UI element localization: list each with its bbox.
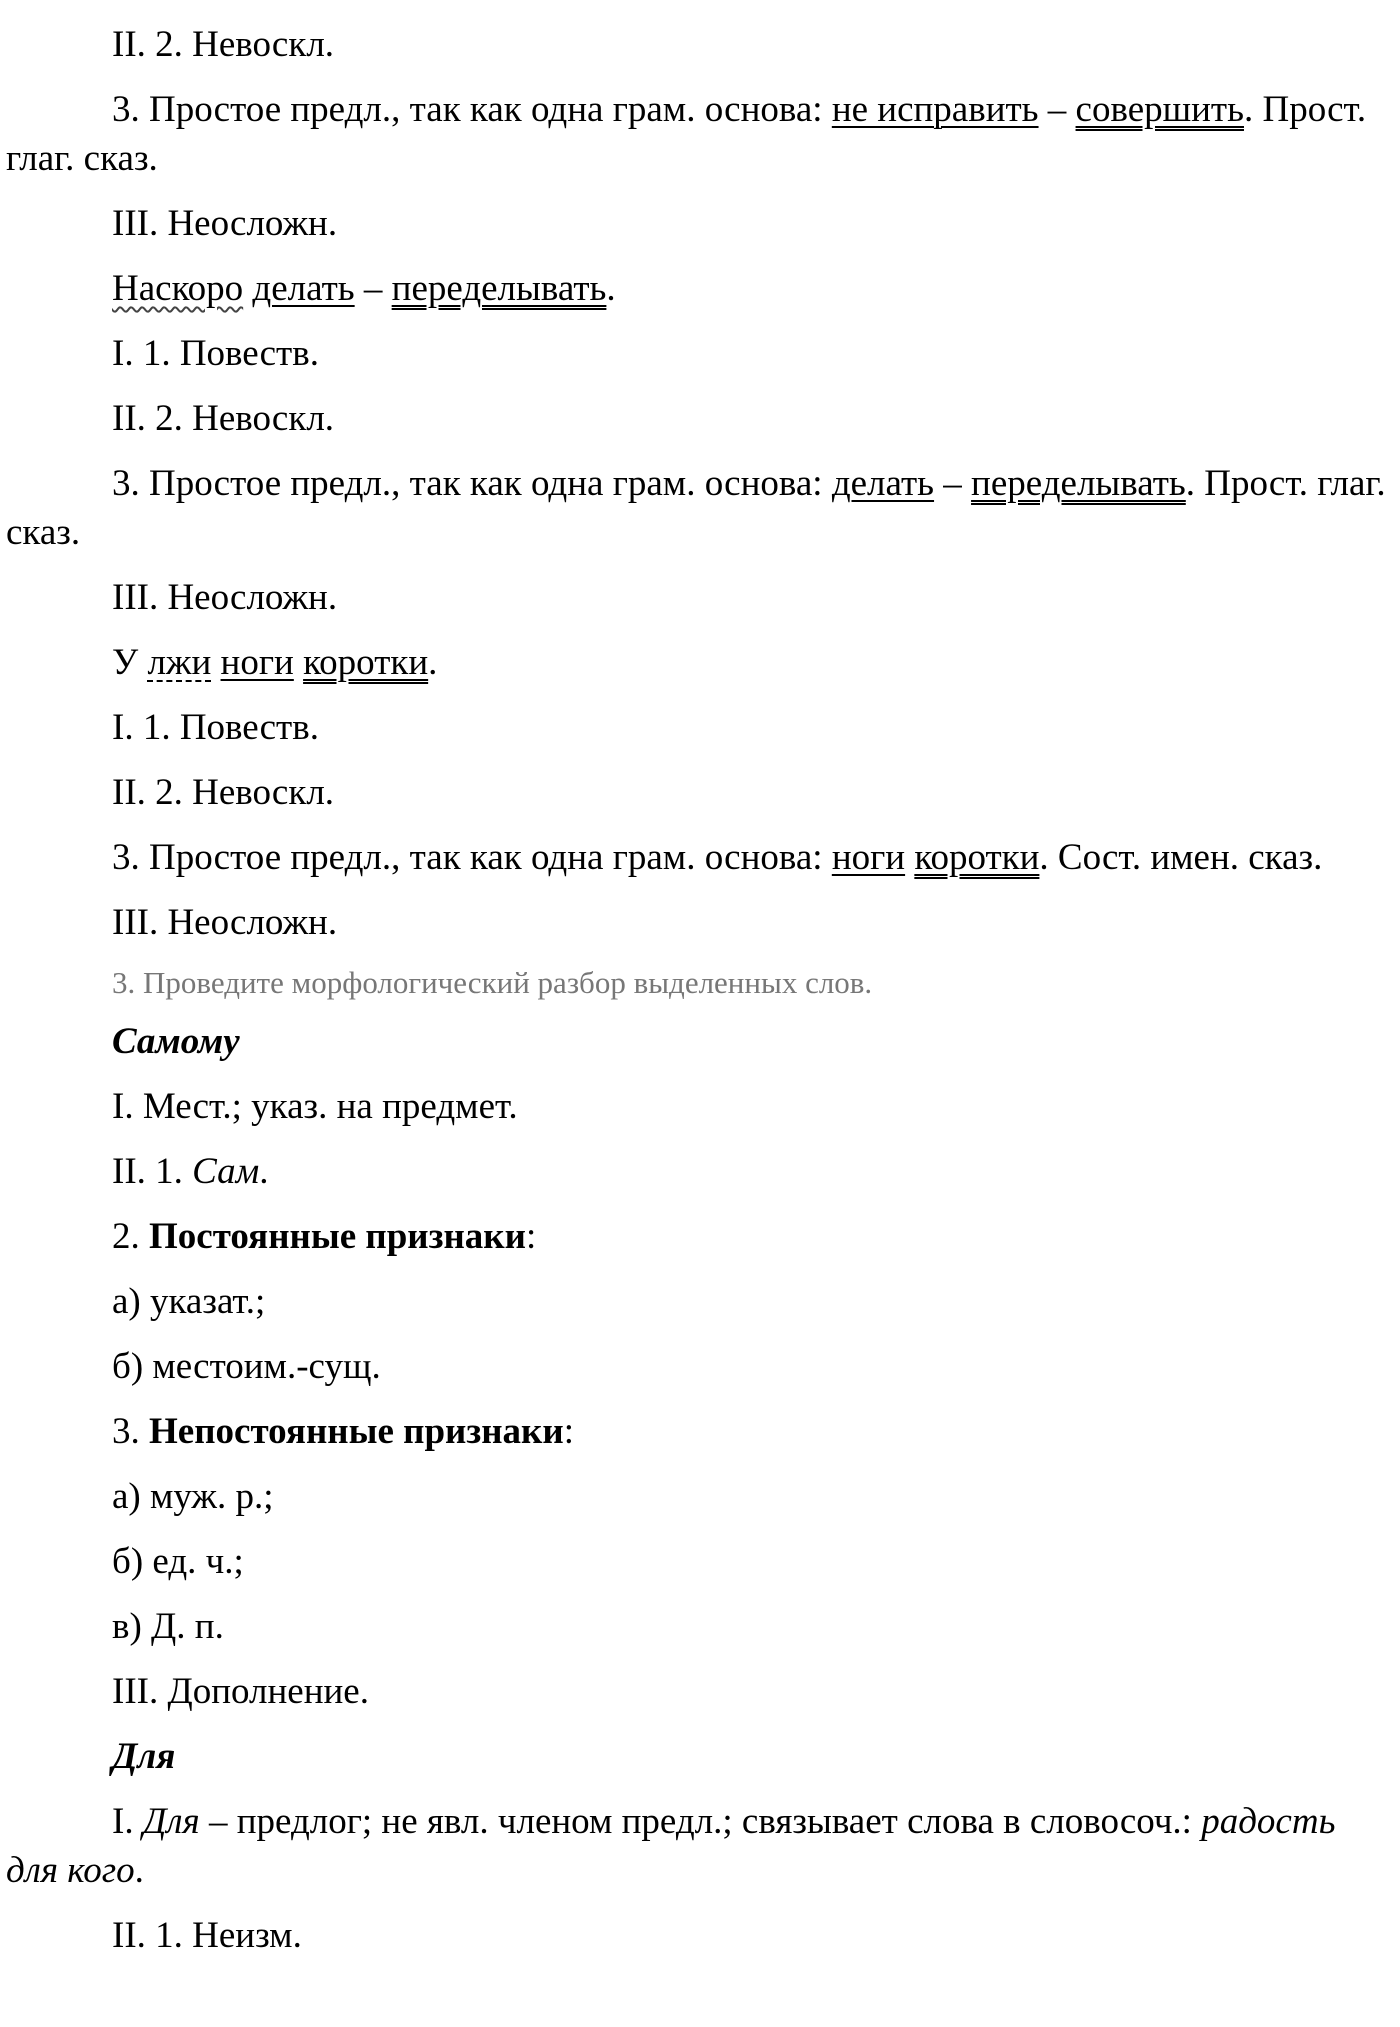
predicate-double-underlined: коротки xyxy=(303,642,429,683)
subject-underlined: ноги xyxy=(831,837,906,878)
object-dashed-underlined: лжи xyxy=(147,642,212,683)
document-page xyxy=(6,20,1390,1976)
subject-underlined: делать xyxy=(831,463,935,504)
text: У xyxy=(112,642,148,683)
analysis-line xyxy=(6,1797,1390,1895)
analysis-line xyxy=(6,898,1390,947)
italic-text: радость для кого xyxy=(6,1801,1336,1891)
analysis-line xyxy=(6,459,1390,557)
text: а) муж. р.; xyxy=(112,1476,274,1517)
text: II. 2. Невоскл. xyxy=(112,772,335,813)
text: . xyxy=(134,1850,144,1891)
text: III. Дополнение. xyxy=(112,1671,369,1712)
text: : xyxy=(525,1216,537,1257)
analysis-line xyxy=(6,394,1390,443)
sentence-line xyxy=(6,264,1390,313)
analysis-line xyxy=(6,1147,1390,1196)
adverbial-wavy-underlined: Наскоро xyxy=(112,268,244,309)
text: I. 1. Повеств. xyxy=(112,707,319,748)
text: 2. xyxy=(112,1216,149,1257)
text: I. Мест.; указ. на предмет. xyxy=(112,1086,518,1127)
text: а) указат.; xyxy=(112,1281,266,1322)
text: – xyxy=(1038,89,1076,130)
predicate-double-underlined: совершить xyxy=(1075,89,1244,130)
word-heading: Для xyxy=(112,1736,176,1777)
text: б) местоим.-сущ. xyxy=(112,1346,381,1387)
text: II. 1. Неизм. xyxy=(112,1915,302,1956)
analysis-line xyxy=(6,85,1390,183)
analysis-line xyxy=(6,1212,1390,1261)
text: – xyxy=(934,463,972,504)
analysis-line xyxy=(6,833,1390,882)
subject-underlined: не исправить xyxy=(831,89,1039,130)
predicate-double-underlined: коротки xyxy=(914,837,1040,878)
predicate-double-underlined: переделывать xyxy=(971,463,1186,504)
word-heading: Самому xyxy=(112,1021,240,1062)
predicate-double-underlined: переделывать xyxy=(391,268,607,309)
text: 3. Простое предл., так как одна грам. основа: xyxy=(112,463,832,504)
text: II. 1. xyxy=(112,1151,193,1192)
text: . Прост. глаг. сказ. xyxy=(6,463,1386,553)
analysis-line xyxy=(6,199,1390,248)
text: . xyxy=(428,642,438,683)
analysis-line xyxy=(6,1537,1390,1586)
analysis-line xyxy=(6,329,1390,378)
text: – предлог; не явл. членом предл.; связывает слова в словосоч.: xyxy=(199,1801,1202,1842)
analysis-line xyxy=(6,20,1390,69)
analysis-line xyxy=(6,1277,1390,1326)
analysis-line xyxy=(6,703,1390,752)
text: . xyxy=(259,1151,269,1192)
text: II. 2. Невоскл. xyxy=(112,398,335,439)
analysis-line xyxy=(6,1082,1390,1131)
text: : xyxy=(563,1411,574,1452)
text: III. Неосложн. xyxy=(112,902,338,943)
analysis-line xyxy=(6,573,1390,622)
italic-text: Сам xyxy=(192,1151,260,1192)
text: 3. xyxy=(112,1411,149,1452)
analysis-line xyxy=(6,1407,1390,1456)
analysis-line xyxy=(6,1472,1390,1521)
subject-underlined: ноги xyxy=(220,642,294,683)
italic-text: Для xyxy=(142,1801,200,1842)
text: . Сост. имен. сказ. xyxy=(1039,837,1323,878)
bold-text: Непостоянные признаки xyxy=(149,1411,564,1452)
text: I. 1. Повеств. xyxy=(112,333,319,374)
text: . xyxy=(606,268,616,309)
text: II. 2. Невоскл. xyxy=(112,24,335,65)
analysis-line xyxy=(6,768,1390,817)
text: III. Неосложн. xyxy=(112,203,338,244)
analysis-line xyxy=(6,1602,1390,1651)
bold-text: Постоянные признаки xyxy=(149,1216,526,1257)
text: 3. Простое предл., так как одна грам. основа: xyxy=(112,89,832,130)
text: в) Д. п. xyxy=(112,1606,224,1647)
text: I. xyxy=(112,1801,143,1842)
text: б) ед. ч.; xyxy=(112,1541,244,1582)
subject-underlined: делать xyxy=(252,268,355,309)
analysis-line xyxy=(6,1667,1390,1716)
analysis-line xyxy=(6,1911,1390,1960)
text: . Прост. глаг. сказ. xyxy=(6,89,1367,179)
text: III. Неосложн. xyxy=(112,577,338,618)
sentence-line xyxy=(6,638,1390,687)
text xyxy=(294,642,303,683)
task-instruction: 3. Проведите морфологический разбор выделенных слов. xyxy=(112,965,873,1000)
text xyxy=(905,837,914,878)
text: 3. Простое предл., так как одна грам. основа: xyxy=(112,837,832,878)
analysis-line xyxy=(6,1342,1390,1391)
text: – xyxy=(354,268,392,309)
text xyxy=(211,642,220,683)
